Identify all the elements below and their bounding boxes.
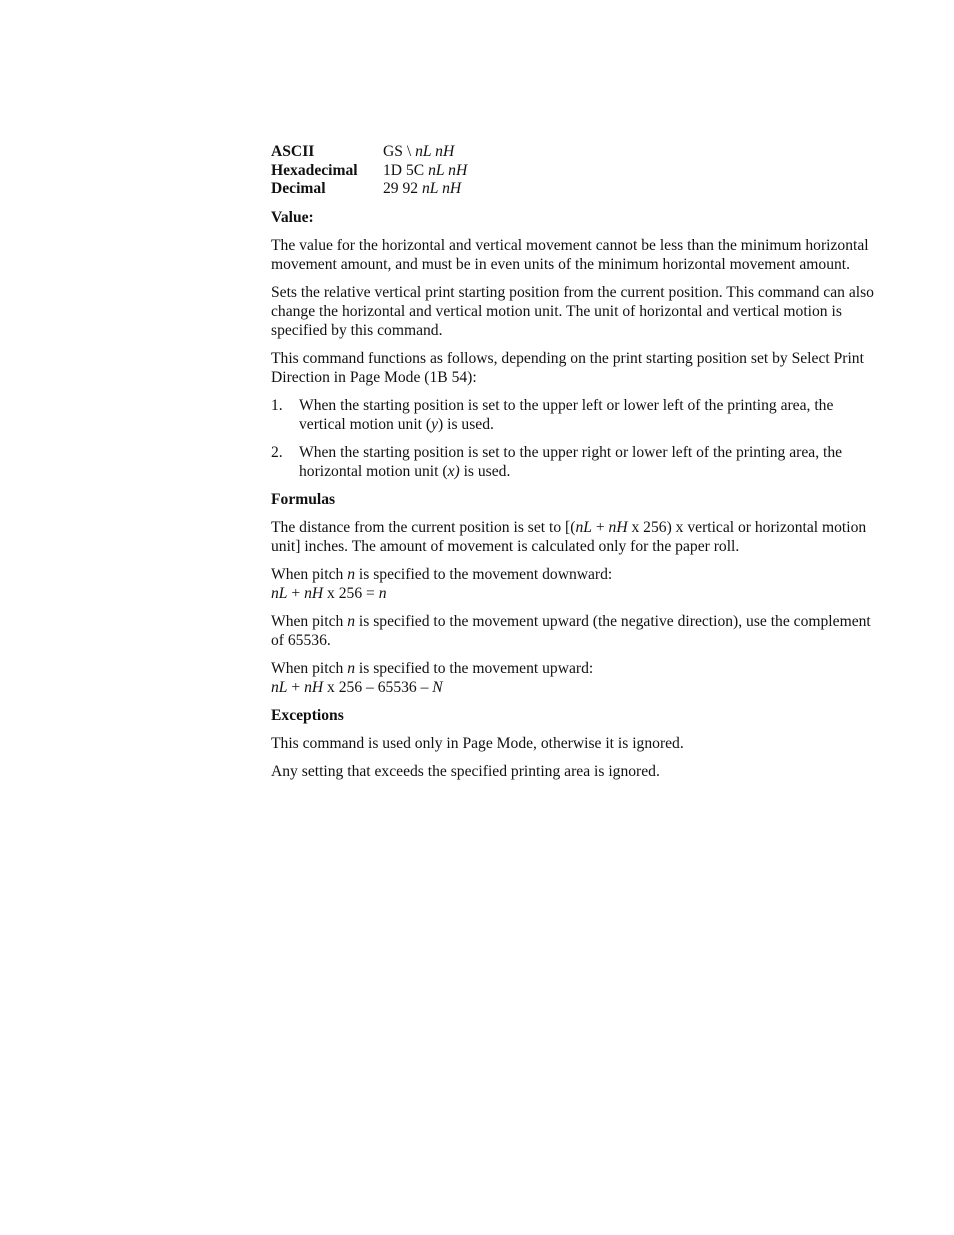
value-paragraph: The value for the horizontal and vertical movement cannot be less than the minimum horizontal movement amount, and must be in even units of the minimum horizontal movement amount. [271, 236, 869, 273]
value-heading: Value: [271, 208, 314, 226]
exceptions-paragraph-2: Any setting that exceeds the specified printing area is ignored. [271, 762, 660, 780]
command-value: GS \ nL nH [383, 143, 455, 160]
formula-distance-paragraph: The distance from the current position is set to [(nL + nH x 256) x vertical or horizontal motion unit] inches. The amount of movement is calculated only for the paper roll. [271, 518, 867, 555]
document-body [271, 143, 883, 790]
command-key: Hexadecimal [271, 161, 358, 179]
command-code-table [271, 143, 467, 199]
formulas-heading: Formulas [271, 490, 336, 508]
description-paragraph-2: This command functions as follows, depending on the print starting position set by Select Print Direction in Page Mode (1B 54): [271, 349, 864, 386]
command-value: 29 92 nL nH [383, 180, 462, 197]
formula-negative-paragraph: When pitch n is specified to the movement upward (the negative direction), use the complement of 65536. [271, 612, 871, 649]
command-row-ascii [271, 143, 467, 162]
command-key: ASCII [271, 143, 315, 160]
formula-upward-paragraph: When pitch n is specified to the movement upward: nL + nH x 256 – 65536 – N [271, 659, 594, 696]
formula-downward-paragraph: When pitch n is specified to the movement downward: nL + nH x 256 = n [271, 565, 613, 602]
exceptions-heading: Exceptions [271, 706, 344, 724]
exceptions-paragraph-1: This command is used only in Page Mode, otherwise it is ignored. [271, 734, 684, 752]
command-row-decimal [271, 180, 467, 199]
list-item: 2. When the starting position is set to the upper right or lower left of the printing area, the horizontal motion unit (x) is used. [271, 443, 843, 480]
description-paragraph-1: Sets the relative vertical print starting position from the current position. This command can also change the horizontal and vertical motion unit. The unit of horizontal and vertical motion is specified by this command. [271, 283, 874, 339]
list-number: 2. [271, 443, 283, 461]
command-value: 1D 5C nL nH [383, 161, 468, 179]
list-number: 1. [271, 396, 283, 414]
starting-position-list [271, 396, 883, 481]
command-key: Decimal [271, 180, 326, 197]
list-item: 1. When the starting position is set to the upper left or lower left of the printing area, the vertical motion unit (y) is used. [271, 396, 834, 433]
command-row-hexadecimal [271, 162, 467, 181]
